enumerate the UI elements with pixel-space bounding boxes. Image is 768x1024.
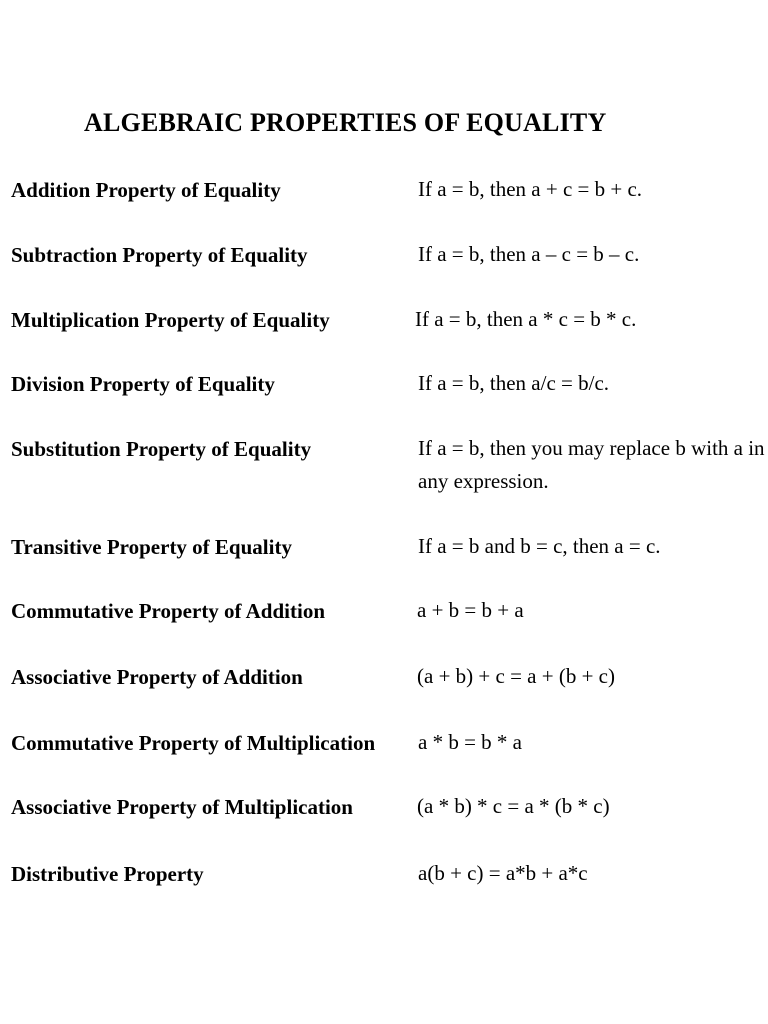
property-name: Subtraction Property of Equality <box>11 243 308 267</box>
property-name: Division Property of Equality <box>11 372 275 396</box>
property-rule: If a = b, then a/c = b/c. <box>418 371 610 395</box>
property-rule: (a * b) * c = a * (b * c) <box>417 794 610 818</box>
property-rule: If a = b, then a – c = b – c. <box>418 242 640 266</box>
property-name: Transitive Property of Equality <box>11 535 292 559</box>
property-name: Addition Property of Equality <box>11 178 281 202</box>
property-rule: If a = b, then you may replace b with a in any expression. <box>418 436 765 493</box>
property-rule: If a = b, then a + c = b + c. <box>418 177 643 201</box>
property-name: Commutative Property of Multiplication <box>11 731 376 755</box>
property-name: Substitution Property of Equality <box>11 437 312 461</box>
page-title: ALGEBRAIC PROPERTIES OF EQUALITY <box>84 108 607 137</box>
property-rule: If a = b and b = c, then a = c. <box>418 534 661 558</box>
property-name: Associative Property of Addition <box>11 665 303 689</box>
property-name: Distributive Property <box>11 862 204 886</box>
property-rule: a(b + c) = a*b + a*c <box>418 861 588 885</box>
property-name: Associative Property of Multiplication <box>11 795 353 819</box>
property-rule: a * b = b * a <box>418 730 522 754</box>
property-name: Multiplication Property of Equality <box>11 308 330 332</box>
property-rule: a + b = b + a <box>417 598 524 622</box>
property-rule: (a + b) + c = a + (b + c) <box>417 664 615 688</box>
property-rule: If a = b, then a * c = b * c. <box>415 307 637 331</box>
property-name: Commutative Property of Addition <box>11 599 326 623</box>
